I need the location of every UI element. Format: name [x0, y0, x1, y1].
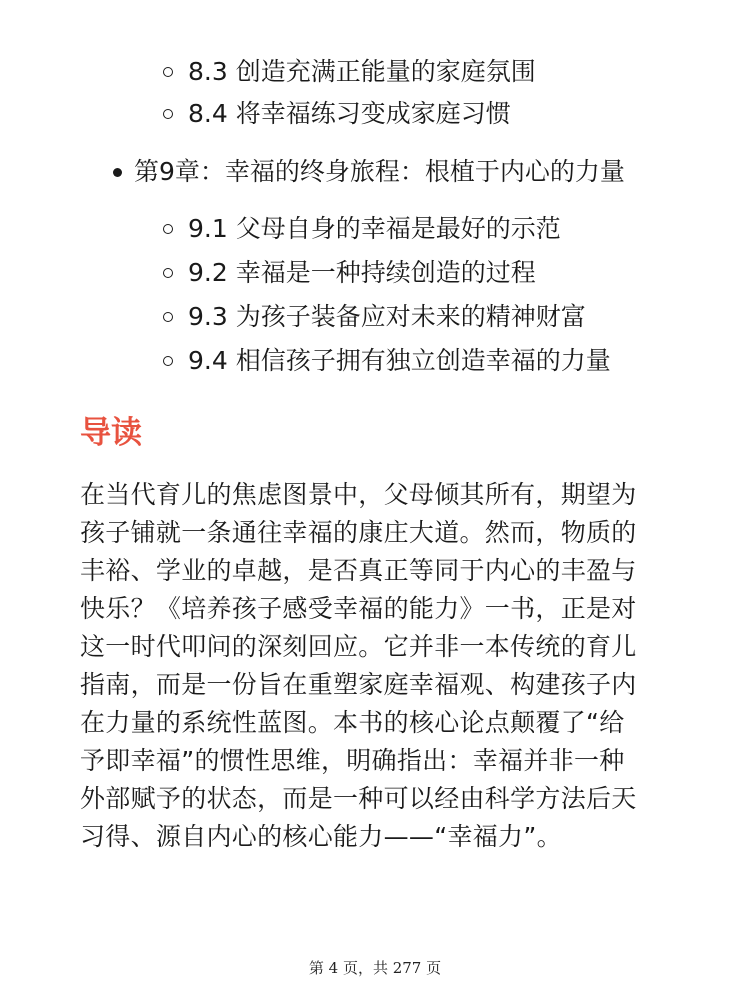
toc-item-8-4	[163, 97, 511, 131]
section-heading: 导读	[80, 415, 142, 451]
filled-bullet-icon	[113, 168, 122, 177]
body-text-line: 外部赋予的状态，而是一种可以经由科学方法后天	[80, 784, 637, 813]
body-text-line: 予即幸福”的惯性思维，明确指出：幸福并非一种	[80, 746, 625, 775]
body-text-line: 习得、源自内心的核心能力——“幸福力”。	[80, 822, 562, 851]
toc-item-label: 9.1 父母自身的幸福是最好的示范	[188, 214, 561, 243]
toc-item-label: 9.3 为孩子装备应对未来的精神财富	[188, 302, 586, 331]
hollow-bullet-icon	[163, 268, 173, 278]
toc-item-label: 8.3 创造充满正能量的家庭氛围	[188, 57, 536, 86]
body-text-line: 指南，而是一份旨在重塑家庭幸福观、构建孩子内	[80, 670, 637, 699]
hollow-bullet-icon	[163, 224, 173, 234]
toc-item-9-2	[163, 256, 536, 290]
toc-item-label: 9.2 幸福是一种持续创造的过程	[188, 258, 536, 287]
toc-item-9-3	[163, 300, 586, 334]
toc-item-label: 9.4 相信孩子拥有独立创造幸福的力量	[188, 346, 611, 375]
page-number-footer: 第 4 页，共 277 页	[308, 959, 442, 977]
body-text-line: 在当代育儿的焦虑图景中，父母倾其所有，期望为	[80, 480, 637, 509]
body-text-line: 在力量的系统性蓝图。本书的核心论点颠覆了“给	[80, 708, 625, 737]
toc-chapter-label: 第9章：幸福的终身旅程：根植于内心的力量	[134, 157, 625, 186]
hollow-bullet-icon	[163, 67, 173, 77]
body-text-line: 孩子铺就一条通往幸福的康庄大道。然而，物质的	[80, 518, 637, 547]
body-text-line: 丰裕、学业的卓越，是否真正等同于内心的丰盈与	[80, 556, 637, 585]
toc-item-8-3	[163, 55, 536, 89]
toc-item-9-4	[163, 344, 611, 378]
toc-item-label: 8.4 将幸福练习变成家庭习惯	[188, 99, 511, 128]
toc-item-9-1	[163, 212, 561, 246]
hollow-bullet-icon	[163, 356, 173, 366]
body-text-line: 这一时代叩问的深刻回应。它并非一本传统的育儿	[80, 632, 637, 661]
toc-chapter-9	[113, 155, 625, 189]
hollow-bullet-icon	[163, 312, 173, 322]
hollow-bullet-icon	[163, 109, 173, 119]
body-text-line: 快乐？《培养孩子感受幸福的能力》一书，正是对	[80, 594, 637, 623]
